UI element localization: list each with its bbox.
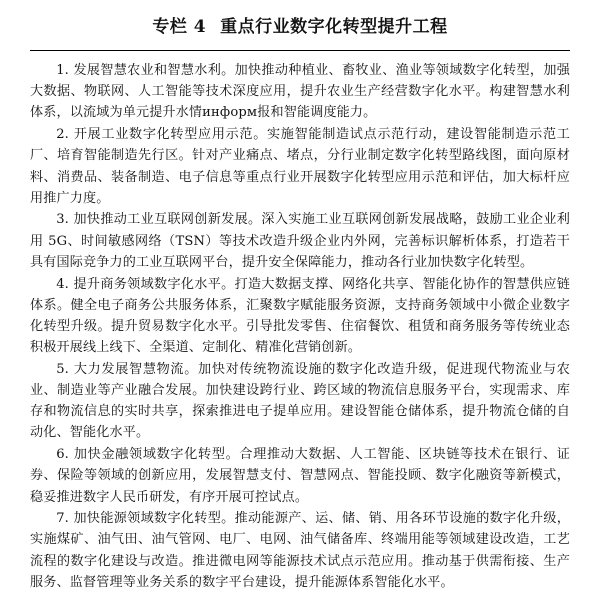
paragraph-4: 4. 提升商务领域数字化水平。打造大数据支撑、网络化共享、智能化协作的智慧供应链体系。健全电子商务公共服务体系，汇聚数字赋能服务资源，支持商务领域中小微企业数字化转型升级。提升贸易数字化水平。引导批发零售、住宿餐饮、租赁和商务服务等传统业态积极开展线上线下、全渠道、定制化、精准化营销创新。 (30, 276, 570, 356)
paragraph-1: 1. 发展智慧农业和智慧水利。加快推动种植业、畜牧业、渔业等领域数字化转型，加强大数据、物联网、人工智能等技术深度应用，提升农业生产经营数字化水平。构建智慧水利体系，以流域为单元提升水情информ报和智能调度能力。 (30, 63, 570, 121)
column-header (30, 8, 570, 43)
paragraph-2: 2. 开展工业数字化转型应用示范。实施智能制造试点示范行动，建设智能制造示范工厂、培育智能制造先行区。针对产业痛点、堵点，分行业制定数字化转型路线图，面向原材料、消费品、装备制造、电子信息等重点行业开展数字化转型应用示范和评估，加大标杆应用推广力度。 (30, 127, 570, 206)
document-body (30, 60, 570, 593)
paragraph-5: 5. 大力发展智慧物流。加快对传统物流设施的数字化改造升级，促进现代物流业与农业、制造业等产业融合发展。加快建设跨行业、跨区域的物流信息服务平台，实现需求、库存和物流信息的实时共享，探索推进电子提单应用。建设智能仓储体系，提升物流仓储的自动化、智能化水平。 (30, 361, 570, 441)
paragraph-6: 6. 加快金融领域数字化转型。合理推动大数据、人工智能、区块链等技术在银行、证券、保险等领域的创新应用，发展智慧支付、智慧网点、智能投顾、数字化融资等新模式，稳妥推进数字人民币研发，有序开展可控试点。 (30, 447, 570, 505)
column-header-line (30, 12, 570, 37)
column-number: 专栏 4 (152, 17, 207, 37)
title-divider (30, 50, 570, 51)
page-title: 重点行业数字化转型提升工程 (220, 17, 448, 37)
paragraph-7: 7. 加快能源领域数字化转型。推动能源产、运、储、销、用各环节设施的数字化升级，实施煤矿、油气田、油气管网、电厂、电网、油气储备库、终端用能等领域建设改造，工艺流程的数字化建设与改造。推进微电网等能源技术试点示范应用。推动基于供需衔接、生产服务、监督管理等业务关系的数字平台建设，提升能源体系智能化水平。 (30, 511, 570, 590)
paragraph-3: 3. 加快推动工业互联网创新发展。深入实施工业互联网创新发展战略，鼓励工业企业利用 5G、时间敏感网络（TSN）等技术改造升级企业内外网，完善标识解析体系，打造若干具有国际竞争力的工业互联网平台，提升安全保障能力，推动各行业加快数字化转型。 (30, 212, 570, 270)
